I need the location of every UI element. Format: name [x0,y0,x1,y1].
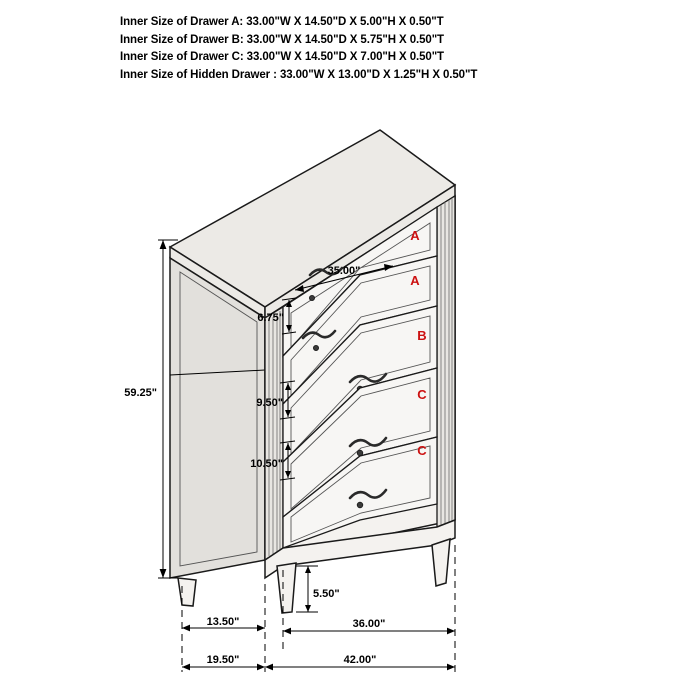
dimension-drawer-b-height-label: 9.50" [256,397,283,409]
dimension-overall-height-label: 59.25" [124,387,157,399]
dimension-drawer-c-height-label: 10.50" [250,458,283,470]
dimension-front-width-label: 36.00" [352,618,386,630]
dimension-top-depth-label: 35.00" [327,265,361,277]
dimension-base-width-label: 42.00" [343,654,377,666]
dimension-base-width [265,654,455,670]
drawer-letter-b: B [417,328,427,343]
drawer-letter-a1: A [410,228,420,243]
spec-line-drawer-a: Inner Size of Drawer A: 33.00"W X 14.50"D X 5.00"H X 0.50"T [120,16,444,28]
spec-line-hidden-drawer: Inner Size of Hidden Drawer : 33.00"W X 13.00"D X 1.25"H X 0.50"T [120,68,478,81]
drawer-letter-c2: C [417,443,427,458]
dimension-leg-height-label: 5.50" [313,588,340,600]
spec-line-drawer-c: Inner Size of Drawer C: 33.00"W X 14.50"D X 7.00"H X 0.50"T [120,51,444,63]
dimension-side-depth-label: 13.50" [206,616,240,628]
dimension-drawer-a-height-label: 6.75" [257,312,284,324]
dimension-leg-height [296,566,340,612]
drawer-letter-c1: C [417,387,427,402]
leg-front-left [277,563,296,613]
dimension-front-width [283,618,455,634]
leg-front-right [432,539,450,586]
leg-back-left [178,578,196,606]
dimension-side-depth [182,616,265,631]
spec-line-drawer-b: Inner Size of Drawer B: 33.00"W X 14.50"D X 5.75"H X 0.50"T [120,33,444,46]
dimension-base-depth-label: 19.50" [206,654,240,666]
drawer-letter-a2: A [410,273,420,288]
dimension-base-depth [182,654,265,670]
